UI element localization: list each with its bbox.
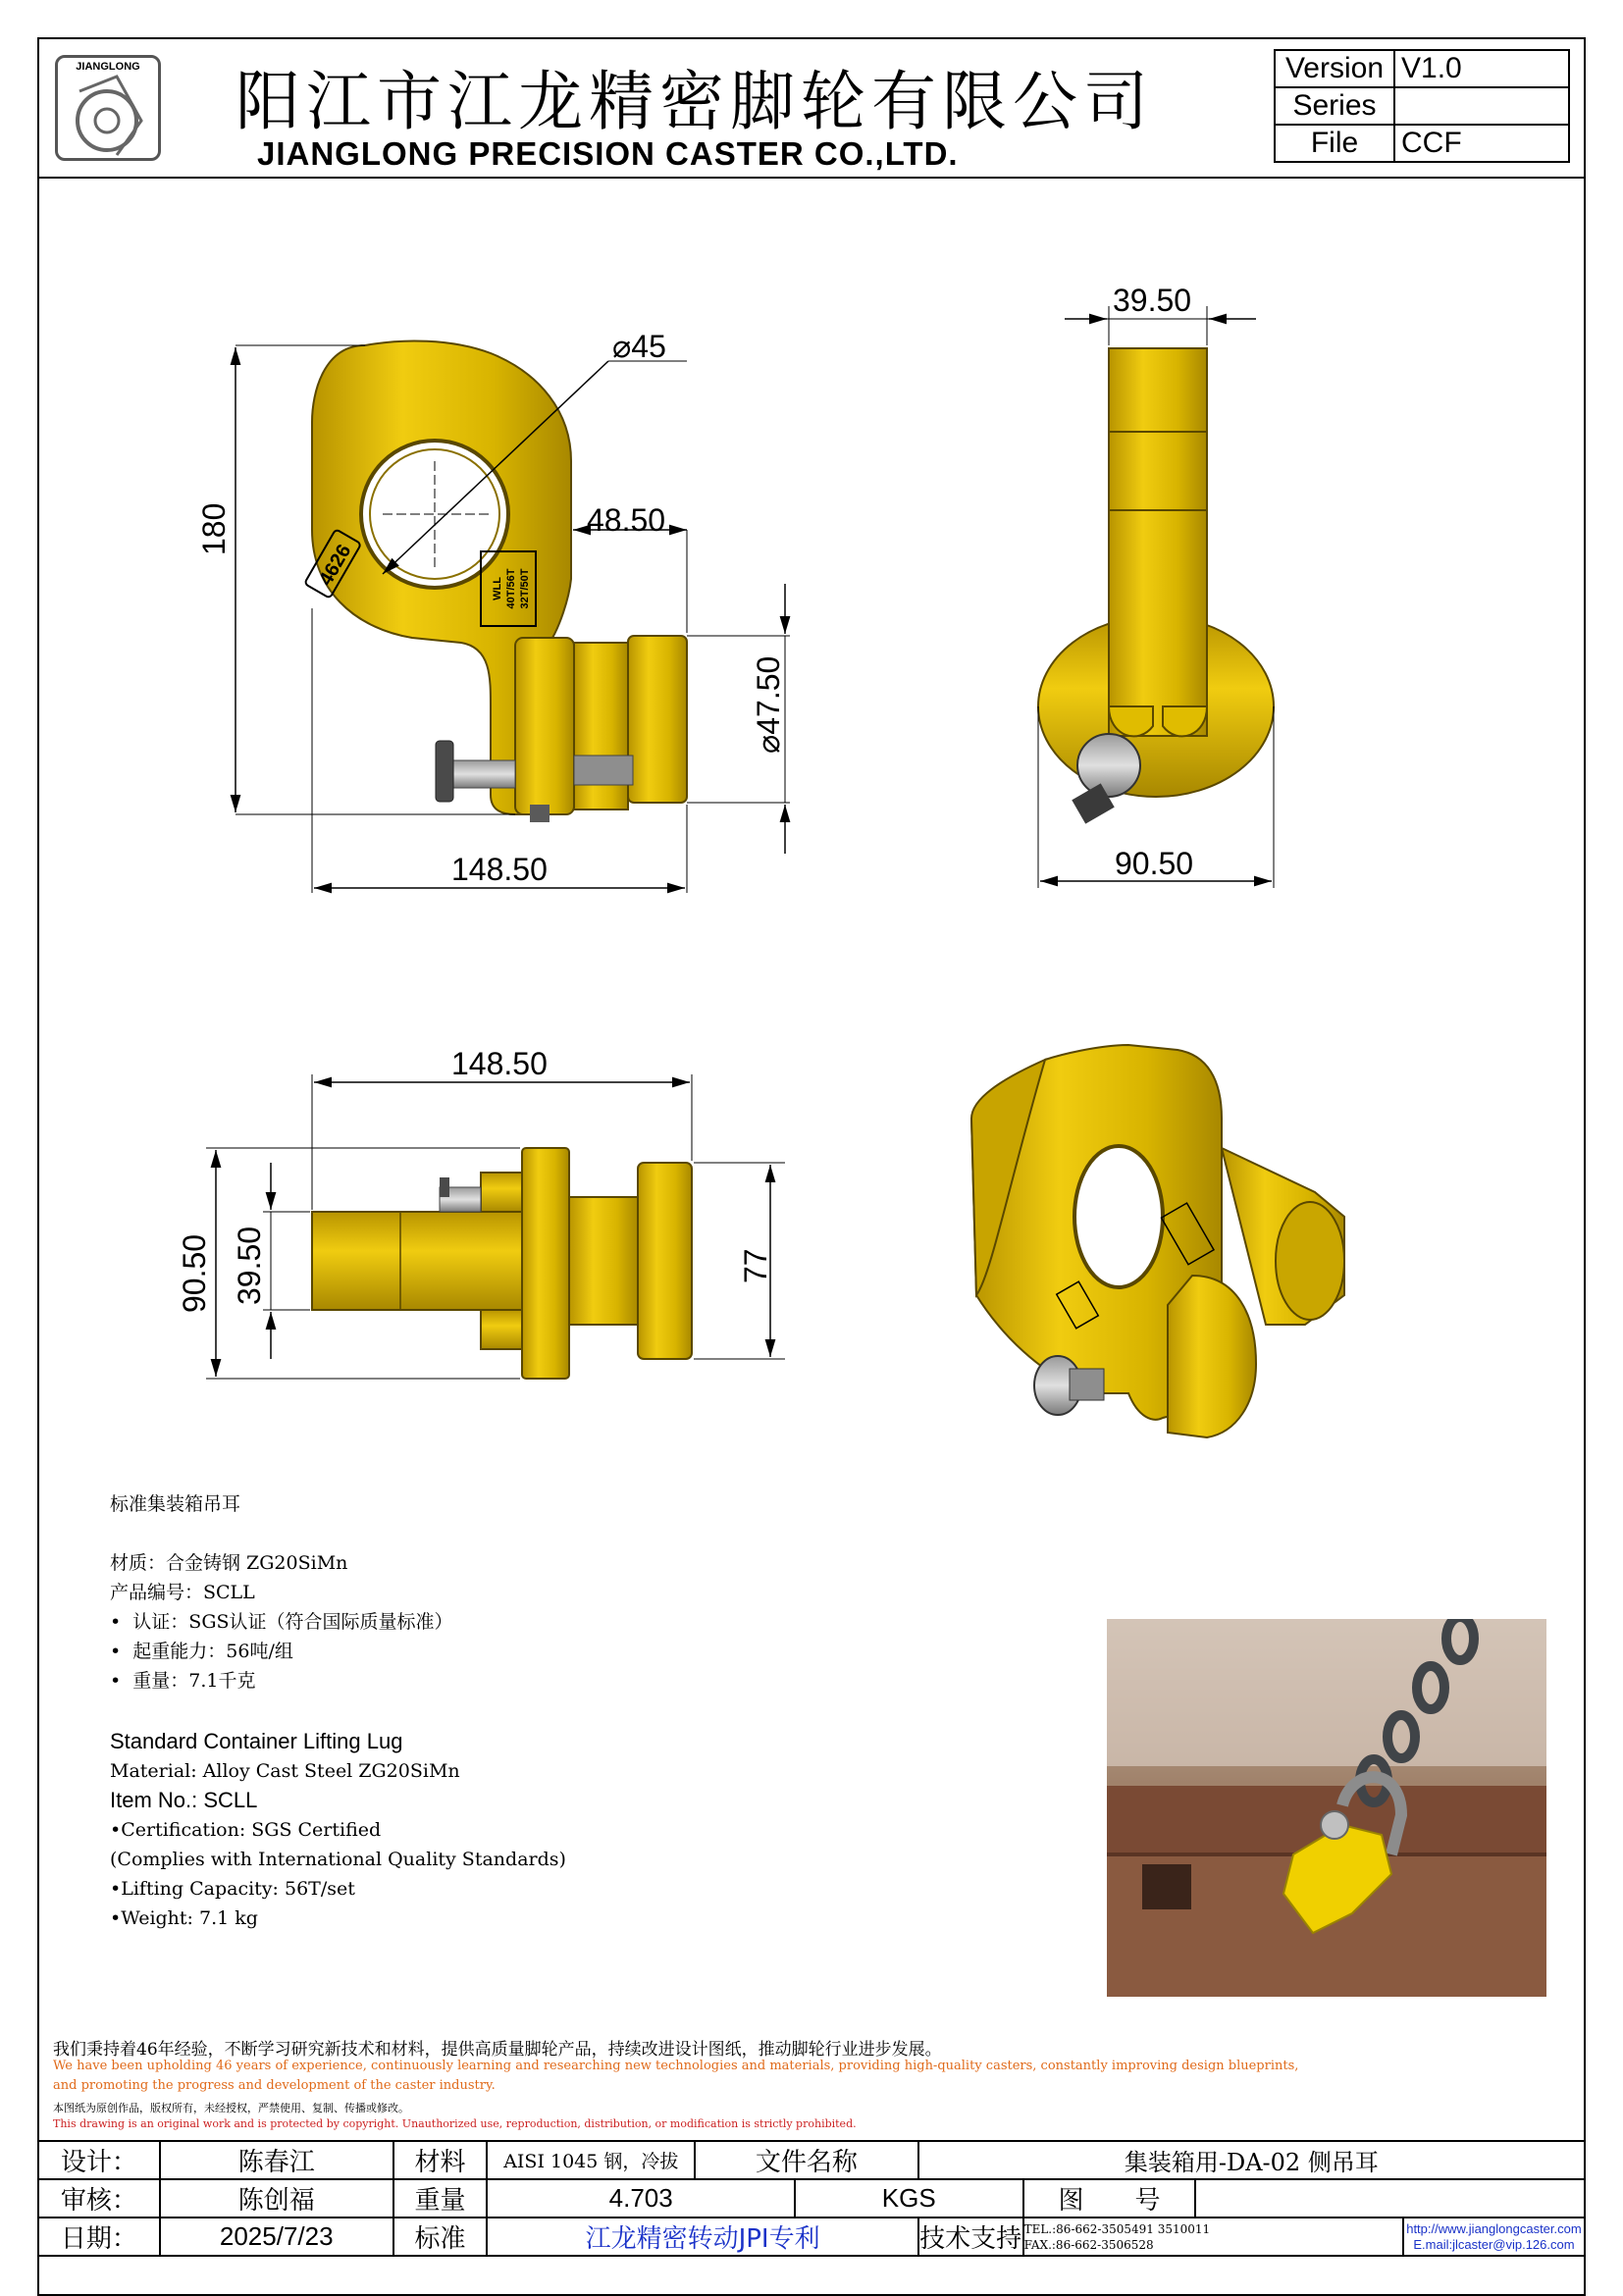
info-cn-bullet-1: • 认证：SGS认证（符合国际质量标准） bbox=[110, 1611, 453, 1633]
info-cn-bullet-2: • 起重能力：56吨/组 bbox=[110, 1641, 293, 1662]
weight-cn: 重量：7.1千克 bbox=[132, 1670, 256, 1692]
info-cn-title: 标准集装箱吊耳 bbox=[110, 1493, 241, 1515]
copyright-cn: 本图纸为原创作品，版权所有，未经授权，严禁使用、复制、传播或修改。 bbox=[53, 2102, 409, 2114]
dim-front-offset: 48.50 bbox=[587, 502, 666, 538]
standard-label: 标准 bbox=[393, 2218, 488, 2256]
dim-side-base: 90.50 bbox=[1115, 846, 1194, 881]
material-label: 材料 bbox=[393, 2141, 488, 2179]
design-label: 设计： bbox=[38, 2141, 160, 2179]
engraved-code: 4626 bbox=[315, 541, 356, 590]
side-view bbox=[1038, 348, 1274, 824]
version-key: Version bbox=[1275, 50, 1394, 87]
review-label: 审核： bbox=[38, 2179, 160, 2218]
dim-side-width: 39.50 bbox=[1113, 283, 1192, 318]
date-value: 2025/7/23 bbox=[160, 2218, 393, 2256]
svg-text:WLL: WLL bbox=[492, 577, 503, 600]
logo-text: JIANGLONG bbox=[76, 61, 140, 73]
contact-phone bbox=[1023, 2218, 1403, 2256]
contact-web bbox=[1403, 2218, 1585, 2256]
date-label: 日期： bbox=[38, 2218, 160, 2256]
locking-pin bbox=[451, 760, 515, 788]
row-review bbox=[38, 2179, 1585, 2218]
standard-value: 江龙精密转动JPI专利 bbox=[487, 2218, 917, 2256]
email-link[interactable]: E.mail:jlcaster@vip.126.com bbox=[1413, 2236, 1575, 2252]
side-plate bbox=[1109, 348, 1207, 736]
notice-cn: 我们秉持着46年经验，不断学习研究新技术和材料，提供高质量脚轮产品，持续改进设计图纸，推动脚轮行业进步发展。 bbox=[53, 2040, 942, 2060]
dim-front-height: 180 bbox=[196, 502, 232, 555]
tel: TEL.:86-662-3505491 3510011 bbox=[1023, 2221, 1211, 2236]
drawing-no-label: 图 号 bbox=[1023, 2179, 1196, 2218]
review-value: 陈创福 bbox=[160, 2179, 393, 2218]
company-name-en: JIANGLONG PRECISION CASTER CO.,LTD. bbox=[257, 135, 959, 172]
dim-pin-diameter: ⌀47.50 bbox=[751, 655, 786, 754]
side-pin bbox=[1077, 734, 1140, 797]
weight-value: 4.703 bbox=[487, 2179, 795, 2218]
company-name-cn: 阳江市江龙精密脚轮有限公司 bbox=[236, 64, 1154, 139]
weight-label: 重量 bbox=[393, 2179, 488, 2218]
row-date bbox=[38, 2218, 1585, 2256]
dim-front-width: 148.50 bbox=[451, 852, 548, 887]
info-en-capacity: •Lifting Capacity: 56T/set bbox=[110, 1878, 355, 1900]
file-value: CCF bbox=[1394, 125, 1569, 162]
filename-value: 集装箱用-DA-02 侧吊耳 bbox=[918, 2141, 1585, 2179]
top-view bbox=[312, 1148, 692, 1379]
front-view bbox=[304, 340, 687, 822]
info-cn-bullet-3: • 重量：7.1千克 bbox=[110, 1670, 256, 1692]
info-cn-material: 材质：合金铸钢 ZG20SiMn bbox=[110, 1552, 348, 1574]
drawing-no-value bbox=[1195, 2179, 1585, 2218]
info-en-material: Material: Alloy Cast Steel ZG20SiMn bbox=[110, 1760, 460, 1782]
info-en-cert-note: (Complies with International Quality Standards) bbox=[110, 1849, 566, 1870]
series-key: Series bbox=[1275, 87, 1394, 125]
dim-top-width: 148.50 bbox=[451, 1046, 548, 1081]
iso-hole bbox=[1074, 1146, 1163, 1287]
weight-en: Weight: 7.1 kg bbox=[121, 1907, 258, 1929]
product-photo bbox=[1107, 1619, 1546, 1997]
notice-en-1: We have been upholding 46 years of experience, continuously learning and researching new technologies and materials, providing high-quality casters, constantly improving design blueprints, bbox=[53, 2059, 1299, 2073]
front-flange bbox=[515, 638, 574, 814]
fax: FAX.:86-662-3506528 bbox=[1023, 2237, 1154, 2252]
file-key: File bbox=[1275, 125, 1394, 162]
material-value: AISI 1045 钢，冷拔 bbox=[487, 2141, 695, 2179]
dim-hole-diameter: ⌀45 bbox=[612, 329, 666, 364]
dim-top-inner: 39.50 bbox=[232, 1226, 267, 1305]
capacity-cn: 起重能力：56吨/组 bbox=[132, 1641, 293, 1662]
cert-cn: 认证：SGS认证（符合国际质量标准） bbox=[132, 1611, 453, 1633]
info-en-item: Item No.: SCLL bbox=[110, 1788, 258, 1812]
svg-text:32T/50T: 32T/50T bbox=[519, 568, 531, 609]
info-en-weight: •Weight: 7.1 kg bbox=[110, 1907, 258, 1929]
cert-en: Certification: SGS Certified bbox=[121, 1819, 382, 1841]
title-block bbox=[37, 2140, 1586, 2257]
weight-unit: KGS bbox=[795, 2179, 1023, 2218]
dim-top-outer: 90.50 bbox=[177, 1233, 212, 1313]
support-label: 技术支持 bbox=[918, 2218, 1023, 2256]
copyright-en: This drawing is an original work and is protected by copyright. Unauthorized use, reproduction, distribution, or modification is strictly prohibited. bbox=[53, 2117, 857, 2130]
pin-head bbox=[436, 741, 453, 802]
row-design bbox=[38, 2141, 1585, 2179]
website-link[interactable]: http://www.jianglongcaster.com bbox=[1406, 2220, 1582, 2236]
notice-en-2: and promoting the progress and development of the caster industry. bbox=[53, 2078, 496, 2093]
svg-text:40T/56T: 40T/56T bbox=[505, 568, 517, 609]
info-en-title: Standard Container Lifting Lug bbox=[110, 1729, 403, 1753]
design-value: 陈春江 bbox=[160, 2141, 393, 2179]
info-en-cert: •Certification: SGS Certified bbox=[110, 1819, 382, 1841]
info-cn-item: 产品编号：SCLL bbox=[110, 1582, 255, 1603]
isometric-view bbox=[971, 1045, 1344, 1437]
filename-label: 文件名称 bbox=[695, 2141, 918, 2179]
capacity-en: Lifting Capacity: 56T/set bbox=[121, 1878, 355, 1900]
dim-top-right: 77 bbox=[738, 1248, 773, 1283]
version-value: V1.0 bbox=[1394, 50, 1569, 87]
